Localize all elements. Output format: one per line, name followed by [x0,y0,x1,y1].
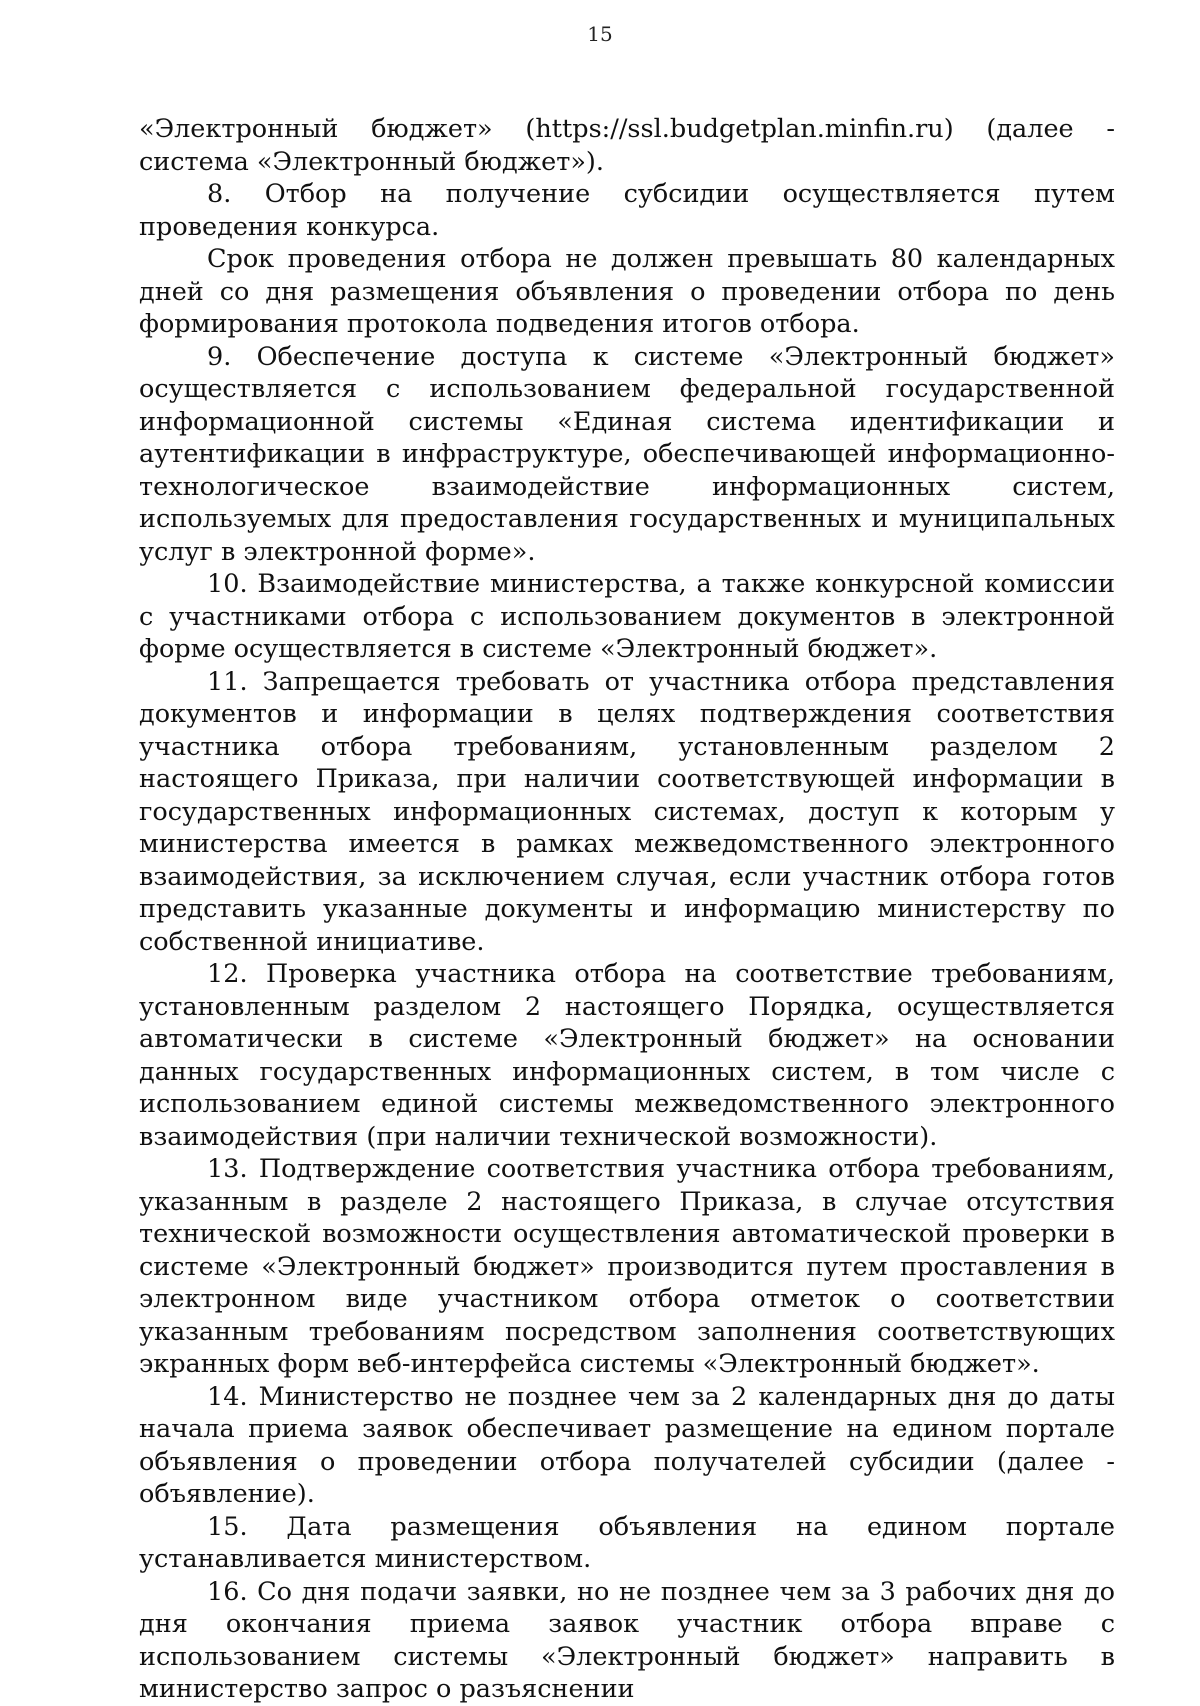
paragraph-9: 9. Обеспечение доступа к системе «Электронный бюджет» осуществляется с использованием федеральной государственной информационной системы «Единая система идентификации и аутентификации в инфраструктуре, обеспечивающей информационно-технологическое взаимодействие информационных систем, используемых для предоставления государственных и муниципальных услуг в электронной форме». [139,341,1115,567]
paragraph-8: 8. Отбор на получение субсидии осуществляется путем проведения конкурса. [139,179,1115,242]
paragraph-14: 14. Министерство не позднее чем за 2 календарных дня до даты начала приема заявок обеспечивает размещение на едином портале объявления о проведении отбора получателей субсидии (далее - объявление). [139,1381,1115,1509]
page-number: 15 [587,22,613,46]
document-body [139,113,1115,1706]
paragraph-12: 12. Проверка участника отбора на соответствие требованиям, установленным разделом 2 настоящего Порядка, осуществляется автоматически в системе «Электронный бюджет» на основании данных государственных информационных систем, в том числе с использованием единой системы межведомственного электронного взаимодействия (при наличии технической возможности). [139,959,1115,1152]
paragraph-10: 10. Взаимодействие министерства, а также конкурсной комиссии с участниками отбора с использованием документов в электронной форме осуществляется в системе «Электронный бюджет». [139,569,1115,664]
paragraph-15: 15. Дата размещения объявления на едином портале устанавливается министерством. [139,1511,1115,1574]
paragraph-continuation: «Электронный бюджет» (https://ssl.budgetplan.minfin.ru) (далее - система «Электронный бюджет»). [139,114,1115,177]
paragraph-selection-period: Срок проведения отбора не должен превышать 80 календарных дней со дня размещения объявления о проведении отбора по день формирования протокола подведения итогов отбора. [139,244,1115,339]
paragraph-11: 11. Запрещается требовать от участника отбора представления документов и информации в целях подтверждения соответствия участника отбора требованиям, установленным разделом 2 настоящего Приказа, при наличии соответствующей информации в государственных информационных системах, доступ к которым у министерства имеется в рамках межведомственного электронного взаимодействия, за исключением случая, если участник отбора готов представить указанные документы и информацию министерству по собственной инициативе. [139,666,1115,957]
paragraph-16: 16. Со дня подачи заявки, но не позднее чем за 3 рабочих дня до дня окончания приема заявок участник отбора вправе с использованием системы «Электронный бюджет» направить в министерство запрос о разъяснении [139,1576,1115,1704]
paragraph-13: 13. Подтверждение соответствия участника отбора требованиям, указанным в разделе 2 настоящего Приказа, в случае отсутствия технической возможности осуществления автоматической проверки в системе «Электронный бюджет» производится путем проставления в электронном виде участником отбора отметок о соответствии указанным требованиям посредством заполнения соответствующих экранных форм веб-интерфейса системы «Электронный бюджет». [139,1154,1115,1379]
